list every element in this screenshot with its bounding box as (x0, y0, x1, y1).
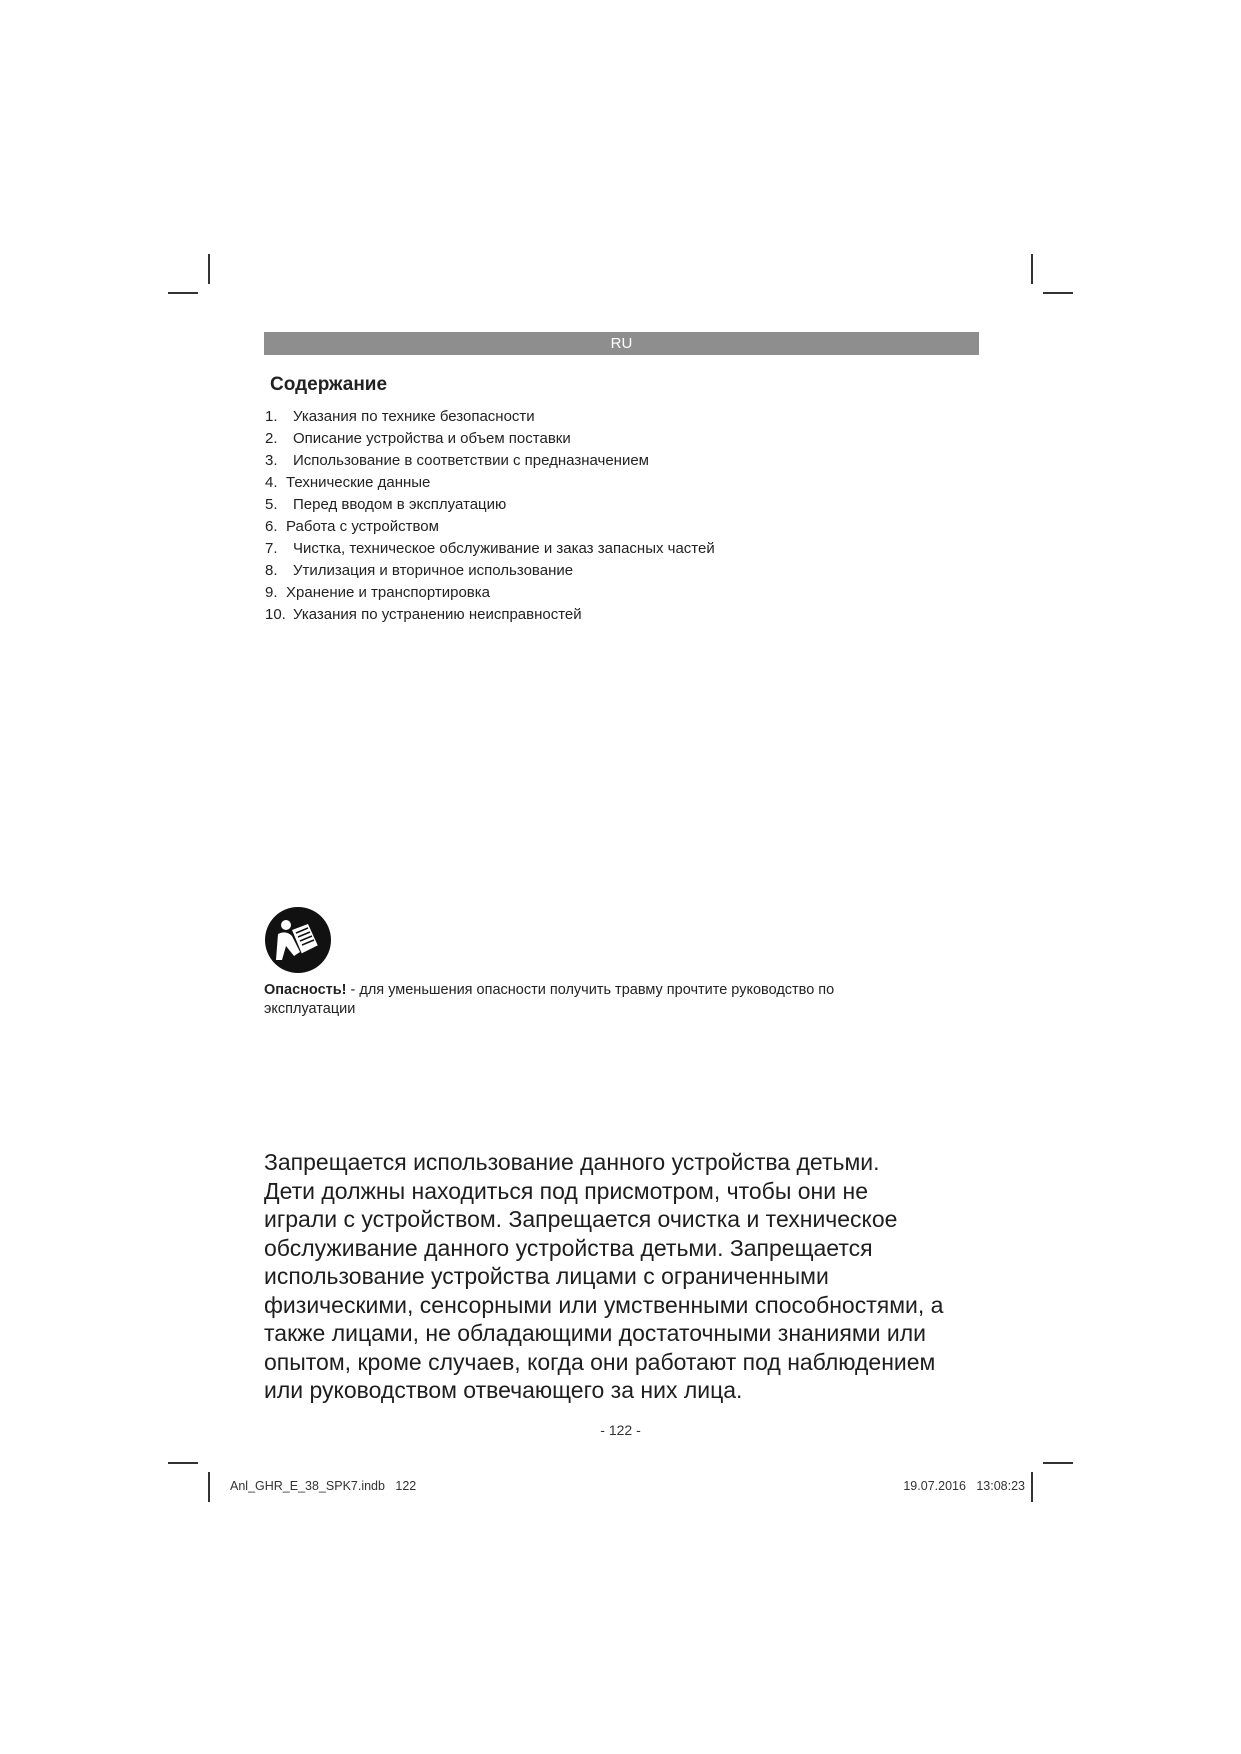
toc-item-label: Использование в соответствии с предназначением (293, 452, 649, 469)
crop-mark (168, 1462, 198, 1464)
toc-item (265, 604, 715, 626)
toc-item-number: 3. (265, 452, 278, 469)
toc-item-number: 1. (265, 408, 278, 425)
toc-item-label: Технические данные (286, 474, 431, 491)
toc-item-label: Указания по устранению неисправностей (293, 606, 582, 623)
toc-item (265, 516, 715, 538)
toc-item (265, 406, 715, 428)
crop-mark (1043, 292, 1073, 294)
toc-item-number: 5. (265, 496, 278, 513)
toc-item-number: 6. (265, 518, 278, 535)
language-bar: RU (264, 332, 979, 355)
toc-item (265, 538, 715, 560)
toc-item-number: 8. (265, 562, 278, 579)
notice-line: использование устройства лицами с ограниченными (264, 1263, 829, 1289)
crop-mark (1031, 1472, 1033, 1502)
toc-item-number: 2. (265, 430, 278, 447)
page-number: - 122 - (600, 1422, 641, 1438)
toc-item-number: 10. (265, 606, 286, 623)
toc-item (265, 582, 715, 604)
toc-item-label: Указания по технике безопасности (293, 408, 535, 425)
safety-notice (264, 1148, 984, 1405)
notice-line: Запрещается использование данного устройства детьми. (264, 1149, 880, 1175)
notice-line: или руководством отвечающего за них лица. (264, 1377, 743, 1403)
notice-line: физическими, сенсорными или умственными способностями, а (264, 1291, 944, 1318)
table-of-contents (265, 406, 715, 626)
crop-mark (1031, 254, 1033, 284)
toc-item (265, 560, 715, 582)
toc-item-label: Чистка, техническое обслуживание и заказ запасных частей (293, 540, 715, 557)
toc-item-label: Работа с устройством (286, 518, 439, 535)
toc-item-label: Утилизация и вторичное использование (293, 562, 574, 579)
crop-mark (168, 292, 198, 294)
notice-line: Дети должны находиться под присмотром, чтобы они не (264, 1177, 868, 1204)
notice-line: играли с устройством. Запрещается очистка и техническое (264, 1206, 898, 1232)
crop-mark (208, 1472, 210, 1502)
warning-label: Опасность! (264, 982, 347, 998)
footer-timestamp: 19.07.2016 13:08:23 (903, 1479, 1025, 1493)
footer-file-info: Anl_GHR_E_38_SPK7.indb 122 (230, 1479, 417, 1493)
toc-item-number: 7. (265, 540, 278, 557)
toc-item (265, 450, 715, 472)
toc-item (265, 428, 715, 450)
warning-description: - для уменьшения опасности получить травму прочтите руководство по эксплуатации (264, 982, 835, 1017)
warning-text (264, 981, 924, 1019)
toc-item-number: 9. (265, 584, 278, 601)
toc-item-number: 4. (265, 474, 278, 491)
toc-item (265, 494, 715, 516)
toc-item-label: Описание устройства и объем поставки (293, 430, 571, 447)
notice-line: опытом, кроме случаев, когда они работают под наблюдением (264, 1348, 936, 1375)
notice-line: также лицами, не обладающими достаточными знаниями или (264, 1320, 926, 1346)
crop-mark (208, 254, 210, 284)
read-manual-icon (264, 906, 332, 974)
crop-mark (1043, 1462, 1073, 1464)
toc-item-label: Хранение и транспортировка (286, 584, 490, 601)
toc-item (265, 472, 715, 494)
notice-line: обслуживание данного устройства детьми. Запрещается (264, 1234, 873, 1261)
contents-title: Содержание (270, 374, 388, 395)
toc-item-label: Перед вводом в эксплуатацию (293, 496, 507, 513)
